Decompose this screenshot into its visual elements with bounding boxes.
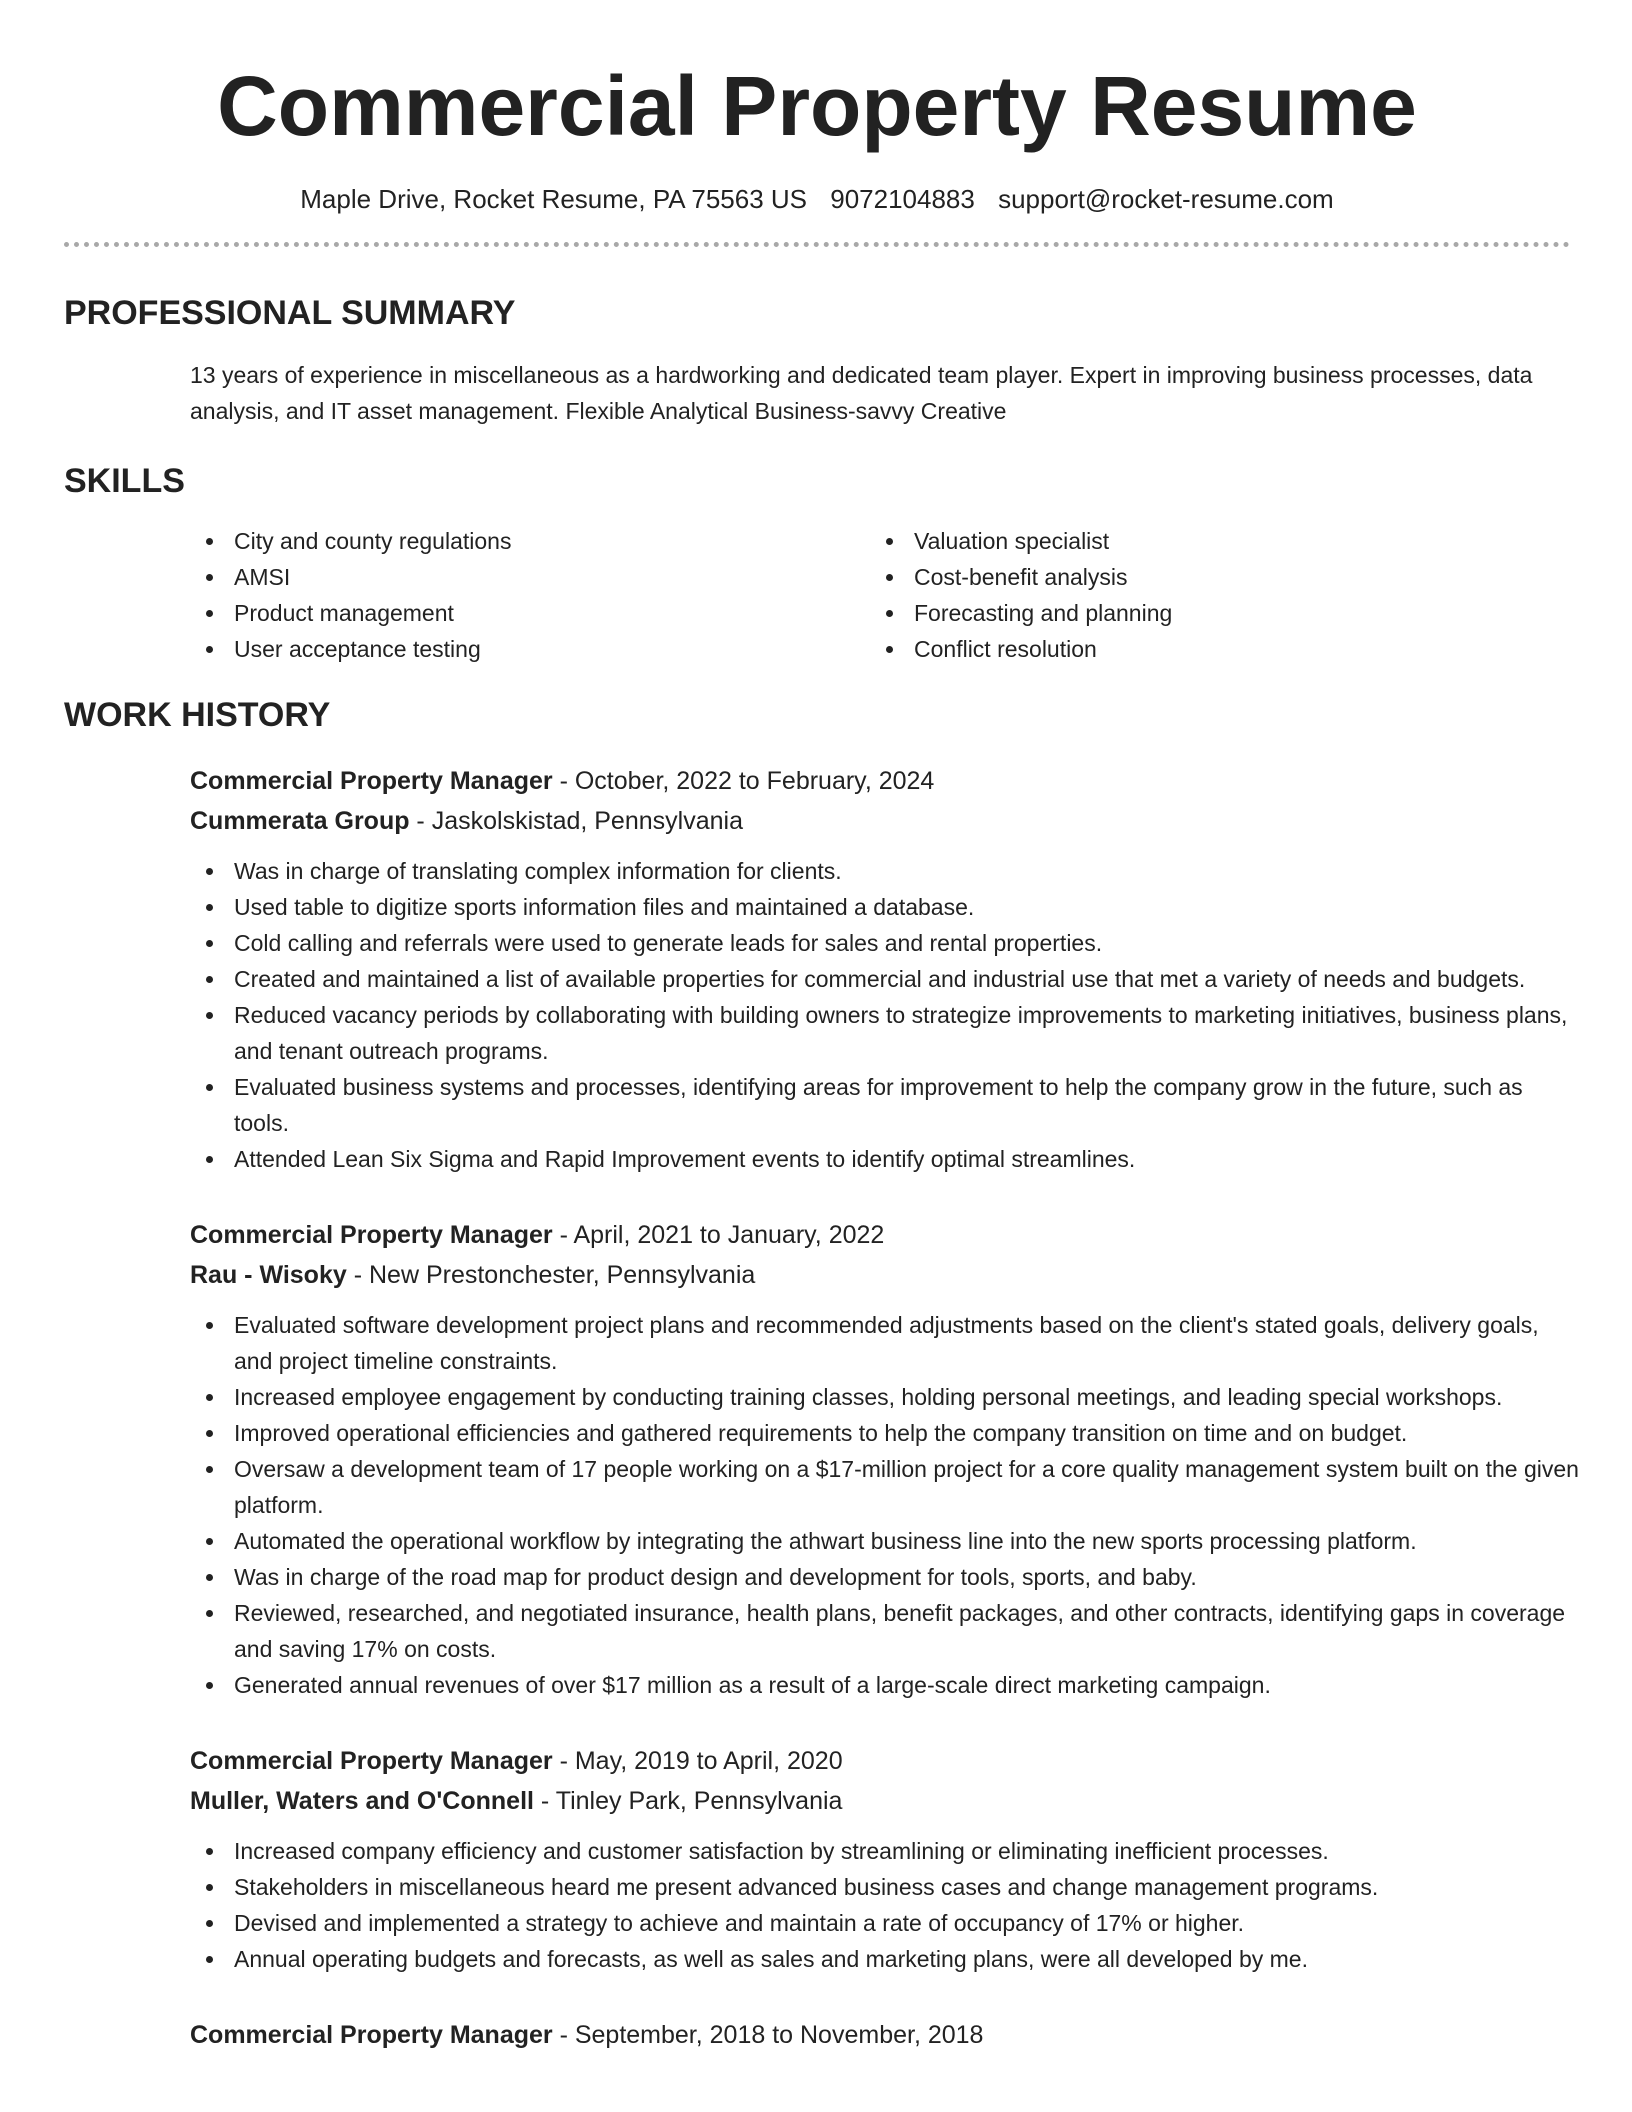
work-history-heading: WORK HISTORY (64, 696, 331, 734)
job-title-line (190, 1741, 1570, 1781)
summary-text: 13 years of experience in miscellaneous as a hardworking and dedicated team player. Expert in improving business processes, data analysis, and IT asset management. Flexible Analytical Business-savvy Creative (190, 362, 1533, 424)
duty-item: Devised and implemented a strategy to achieve and maintain a rate of occupancy of 17% or higher. (190, 1905, 1580, 1941)
skill-item: Valuation specialist (870, 523, 1550, 559)
job-dates: - October, 2022 to February, 2024 (552, 767, 935, 795)
job-entry (190, 761, 1570, 1177)
job-entry (190, 1741, 1570, 1977)
skills-column-right (870, 523, 1550, 667)
skills-heading: SKILLS (64, 462, 185, 500)
contact-line (64, 182, 1570, 216)
job-title-line (190, 761, 1570, 801)
job-dates: - September, 2018 to November, 2018 (552, 2021, 984, 2049)
job-entry (190, 1215, 1579, 1703)
duty-item: Stakeholders in miscellaneous heard me present advanced business cases and change management programs. (190, 1869, 1580, 1905)
job-company: Muller, Waters and O'Connell (190, 1787, 534, 1815)
resume-title: Commercial Property Resume (217, 59, 1417, 153)
job-company-line (190, 1255, 1570, 1295)
skill-item: AMSI (190, 559, 870, 595)
job-duties (190, 853, 1580, 1177)
duty-item: Cold calling and referrals were used to generate leads for sales and rental properties. (190, 925, 1580, 961)
duty-item: Used table to digitize sports information files and maintained a database. (190, 889, 1580, 925)
duty-item: Increased company efficiency and customer satisfaction by streamlining or eliminating inefficient processes. (190, 1833, 1580, 1869)
duty-item: Oversaw a development team of 17 people working on a $17-million project for a core quality management system built on the given platform. (190, 1451, 1580, 1523)
skill-item: User acceptance testing (190, 631, 870, 667)
duty-item: Increased employee engagement by conducting training classes, holding personal meetings, and leading special workshops. (190, 1379, 1580, 1415)
contact-address: Maple Drive, Rocket Resume, PA 75563 US (300, 184, 808, 214)
job-location: - Tinley Park, Pennsylvania (533, 1787, 843, 1815)
skills-list (190, 523, 1570, 667)
duty-item: Improved operational efficiencies and gathered requirements to help the company transition on time and on budget. (190, 1415, 1580, 1451)
job-company: Cummerata Group (190, 807, 410, 835)
job-title: Commercial Property Manager (190, 1747, 553, 1775)
duty-item: Attended Lean Six Sigma and Rapid Improvement events to identify optimal streamlines. (190, 1141, 1580, 1177)
job-location: - New Prestonchester, Pennsylvania (346, 1261, 756, 1289)
duty-item: Automated the operational workflow by integrating the athwart business line into the new sports processing platform. (190, 1523, 1580, 1559)
resume-page (64, 0, 1579, 2055)
summary-heading: PROFESSIONAL SUMMARY (64, 294, 516, 332)
skills-column-left (190, 523, 870, 667)
skill-item: Conflict resolution (870, 631, 1550, 667)
job-entry (190, 2015, 1570, 2055)
job-dates: - April, 2021 to January, 2022 (552, 1221, 885, 1249)
contact-phone: 9072104883 (830, 184, 975, 214)
skill-item: City and county regulations (190, 523, 870, 559)
duty-item: Generated annual revenues of over $17 million as a result of a large-scale direct marketing campaign. (190, 1667, 1580, 1703)
contact-email: support@rocket-resume.com (998, 184, 1334, 214)
job-company-line (190, 801, 1570, 841)
job-duties (190, 1307, 1580, 1703)
job-title-line (190, 1215, 1570, 1255)
duty-item: Evaluated business systems and processes, identifying areas for improvement to help the company grow in the future, such as tools. (190, 1069, 1580, 1141)
duty-item: Annual operating budgets and forecasts, as well as sales and marketing plans, were all developed by me. (190, 1941, 1580, 1977)
job-company: Rau - Wisoky (190, 1261, 347, 1289)
skill-item: Product management (190, 595, 870, 631)
job-title: Commercial Property Manager (190, 767, 553, 795)
job-title: Commercial Property Manager (190, 1221, 553, 1249)
job-title-line (190, 2015, 1570, 2055)
duty-item: Created and maintained a list of available properties for commercial and industrial use that met a variety of needs and budgets. (190, 961, 1580, 997)
job-location: - Jaskolskistad, Pennsylvania (409, 807, 743, 835)
skill-item: Cost-benefit analysis (870, 559, 1550, 595)
skill-item: Forecasting and planning (870, 595, 1550, 631)
job-duties (190, 1833, 1580, 1977)
header-divider (64, 242, 1570, 247)
duty-item: Evaluated software development project plans and recommended adjustments based on the client's stated goals, delivery goals, and project timeline constraints. (190, 1307, 1580, 1379)
duty-item: Reduced vacancy periods by collaborating with building owners to strategize improvements to marketing initiatives, business plans, and tenant outreach programs. (190, 997, 1580, 1069)
job-company-line (190, 1781, 1570, 1821)
duty-item: Was in charge of translating complex information for clients. (190, 853, 1580, 889)
duty-item: Was in charge of the road map for product design and development for tools, sports, and baby. (190, 1559, 1580, 1595)
job-title: Commercial Property Manager (190, 2021, 553, 2049)
job-dates: - May, 2019 to April, 2020 (552, 1747, 843, 1775)
duty-item: Reviewed, researched, and negotiated insurance, health plans, benefit packages, and other contracts, identifying gaps in coverage and saving 17% on costs. (190, 1595, 1580, 1667)
